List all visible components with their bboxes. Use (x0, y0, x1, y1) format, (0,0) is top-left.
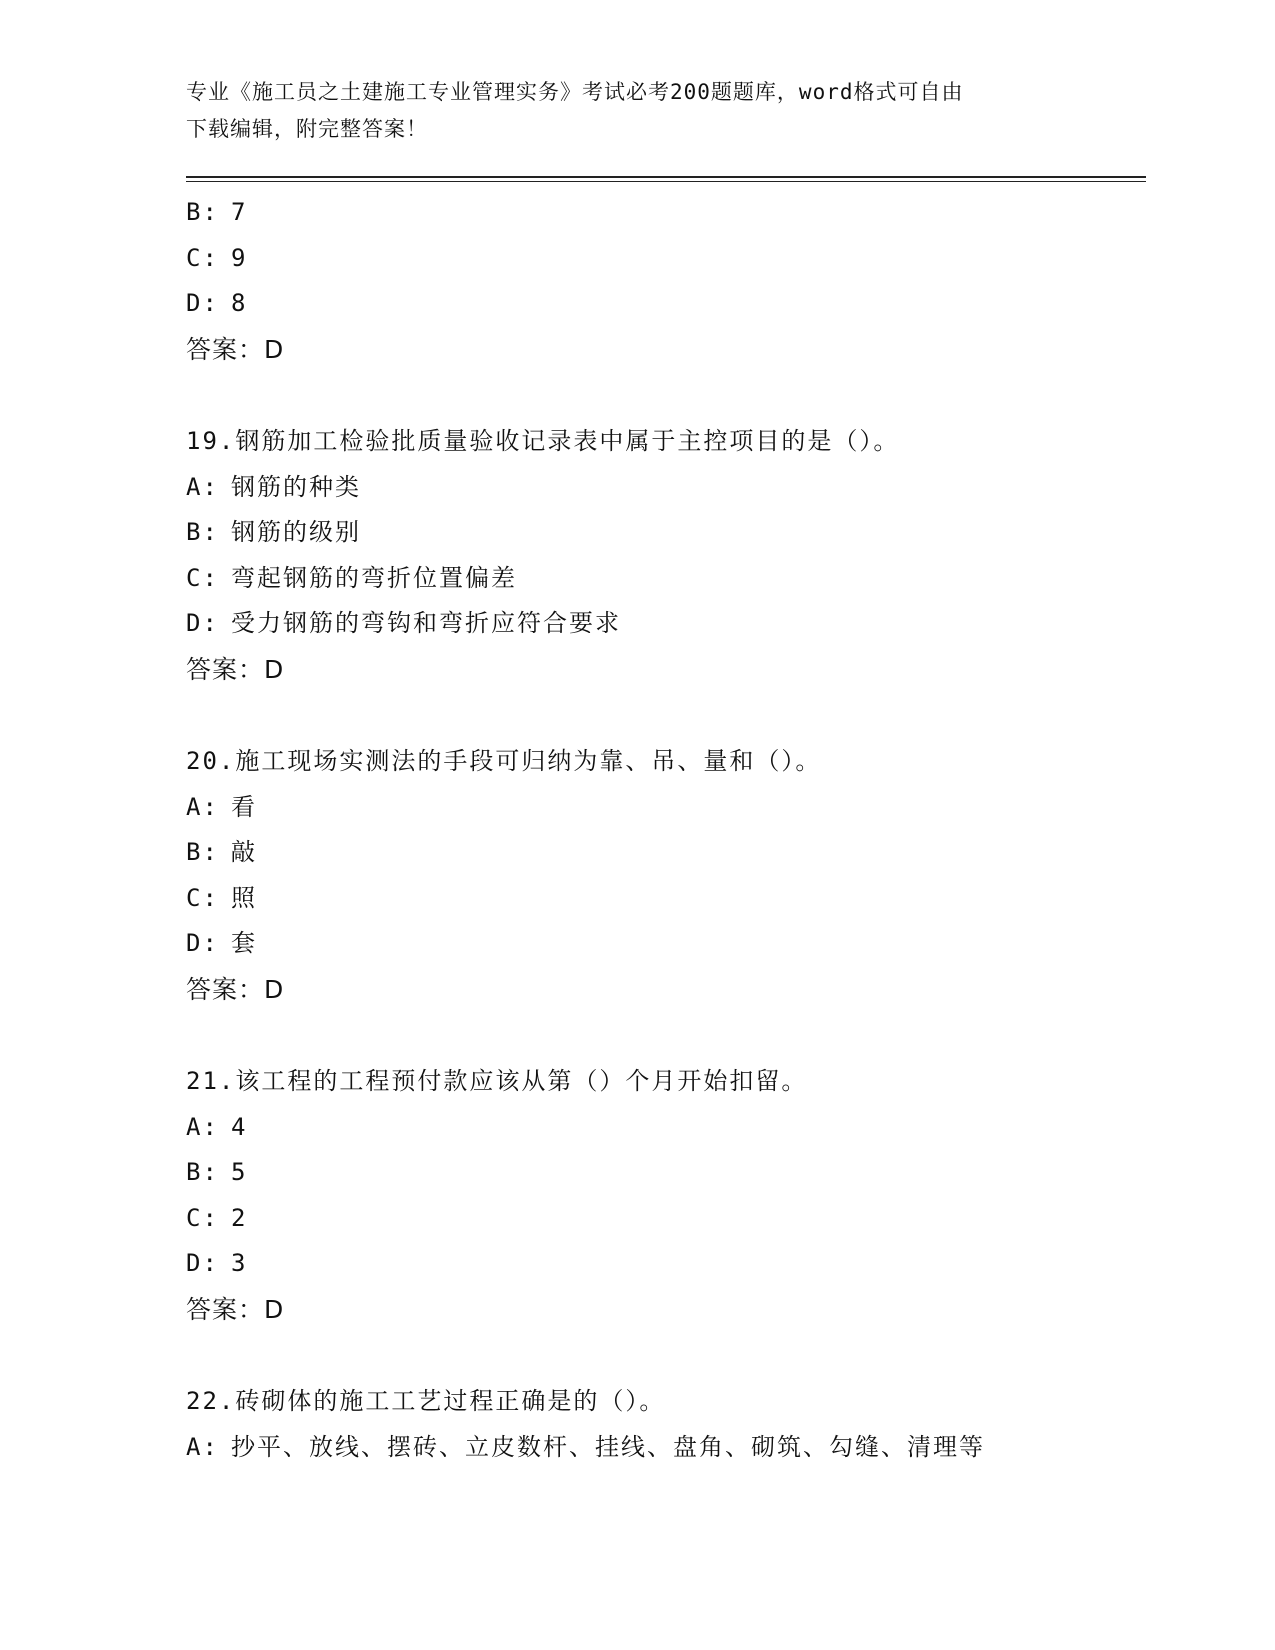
header-divider-thin (186, 181, 1146, 182)
header-title-line1: 专业《施工员之土建施工专业管理实务》考试必考200题题库，word格式可自由 (186, 80, 964, 104)
answer-line: 答案：D (186, 334, 285, 364)
option-item: B: 7 (186, 198, 248, 226)
option-item: C: 9 (186, 243, 248, 272)
option-item: D: 3 (186, 1249, 248, 1277)
answer-line: 答案：D (186, 1294, 285, 1324)
option-item: A: 4 (186, 1112, 248, 1141)
option-item: D: 8 (186, 289, 248, 317)
option-item: C: 弯起钢筋的弯折位置偏差 (186, 563, 517, 592)
question-block-19 (186, 419, 1146, 692)
question-list (186, 190, 1146, 1470)
answer-line: 答案：D (186, 654, 285, 684)
option-item: D: 受力钢筋的弯钩和弯折应符合要求 (186, 609, 621, 637)
option-item: C: 照 (186, 883, 257, 912)
answer-line: 答案：D (186, 974, 285, 1004)
question-text: 22.砖砌体的施工工艺过程正确是的（）。 (186, 1387, 666, 1415)
option-item: A: 看 (186, 792, 257, 821)
option-item: B: 敲 (186, 838, 257, 866)
header-title-line2: 下载编辑，附完整答案！ (186, 117, 428, 141)
option-item: B: 钢筋的级别 (186, 518, 361, 546)
question-block-18 (186, 190, 1146, 372)
question-block-20 (186, 739, 1146, 1012)
document-header (186, 74, 1066, 148)
question-block-21 (186, 1059, 1146, 1332)
question-block-22 (186, 1379, 1146, 1470)
option-item: A: 钢筋的种类 (186, 472, 361, 501)
option-item: B: 5 (186, 1158, 248, 1186)
option-item: C: 2 (186, 1203, 248, 1232)
question-text: 19.钢筋加工检验批质量验收记录表中属于主控项目的是（）。 (186, 427, 900, 455)
option-item: A: 抄平、放线、摆砖、立皮数杆、挂线、盘角、砌筑、勾缝、清理等 (186, 1432, 985, 1461)
question-text: 20.施工现场实测法的手段可归纳为靠、吊、量和（）。 (186, 747, 822, 775)
question-text: 21.该工程的工程预付款应该从第（）个月开始扣留。 (186, 1067, 808, 1095)
option-item: D: 套 (186, 929, 257, 957)
header-divider (186, 176, 1146, 178)
